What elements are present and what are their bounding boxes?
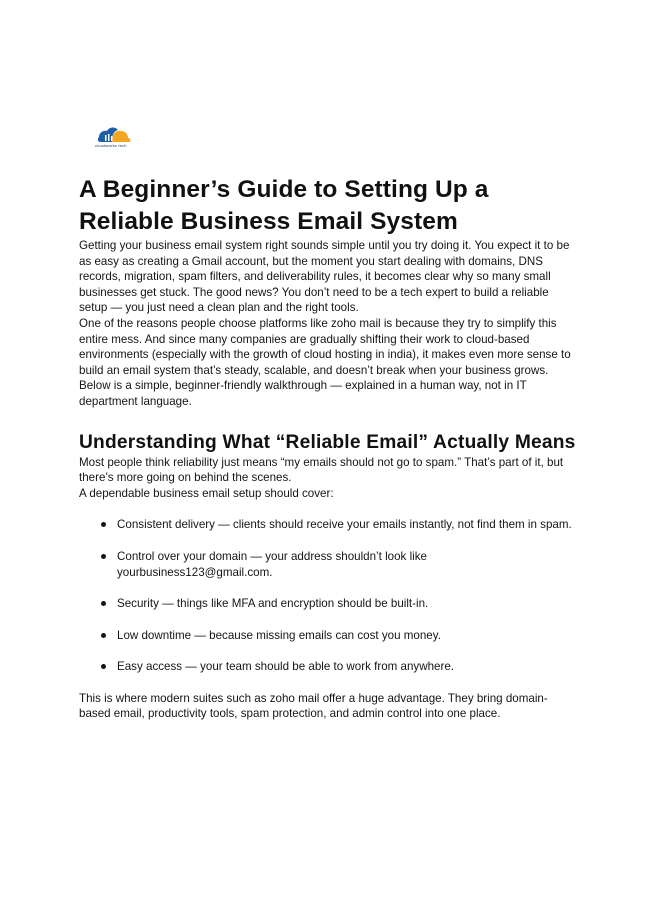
bullet-icon [101,522,106,527]
list-item [79,596,577,612]
list-item-text: Security — things like MFA and encryption should be built-in. [117,597,429,611]
list-item [79,517,577,533]
bullet-icon [101,554,106,559]
title-line-2: Reliable Business Email System [79,208,458,235]
reasons-paragraph: One of the reasons people choose platforms like zoho mail is because they try to simplify this entire mess. And since many companies are gradually shifting their work to cloud-based environments (especially with the growth of cloud hosting in india), it makes even more sense to build an email system that’s steady, scalable, and doesn’t break when your business grows. [79,316,571,377]
dependable-paragraph: A dependable business email setup should cover: [79,486,334,500]
section-heading: Understanding What “Reliable Email” Actually Means [79,431,576,453]
modern-suites-paragraph: This is where modern suites such as zoho mail offer a huge advantage. They bring domain-based email, productivity tools, spam protection, and admin control into one place. [79,691,548,721]
list-item [79,659,577,675]
list-item-text: Easy access — your team should be able to work from anywhere. [117,660,455,674]
bullet-icon [101,633,106,638]
reliability-paragraph: Most people think reliability just means “my emails should not go to spam.” That’s part of it, but there’s more going on behind the scenes. [79,455,564,485]
bullet-icon [101,664,106,669]
bullet-icon [101,601,106,606]
list-item-text: Low downtime — because missing emails can cost you money. [117,628,441,642]
title-line-1: A Beginner’s Guide to Setting Up a [79,176,489,203]
list-item-text: Control over your domain — your address shouldn’t look like yourbusiness123@gmail.com. [117,549,427,579]
walkthrough-paragraph: Below is a simple, beginner-friendly walkthrough — explained in a human way, not in IT department language. [79,379,527,408]
list-item [79,549,577,580]
list-item-text: Consistent delivery — clients should receive your emails instantly, not find them in spam. [117,518,572,532]
intro-paragraph: Getting your business email system right sounds simple until you try doing it. You expect it to be as easy as creating a Gmail account, but the moment you start dealing with domains, DNS records, migration, spam filters, and deliverability rules, it becomes clear why so many small businesses get stuck. The good news? You don’t need to be a tech expert to build a reliable setup — you just need a clean plan and the right tools. [79,239,570,315]
document-title [79,174,579,238]
list-item [79,628,577,644]
requirements-list [79,517,579,675]
document-body [79,174,579,722]
logo-caption: cloudworks tech [95,143,127,148]
cloud-logo-icon [96,122,132,144]
